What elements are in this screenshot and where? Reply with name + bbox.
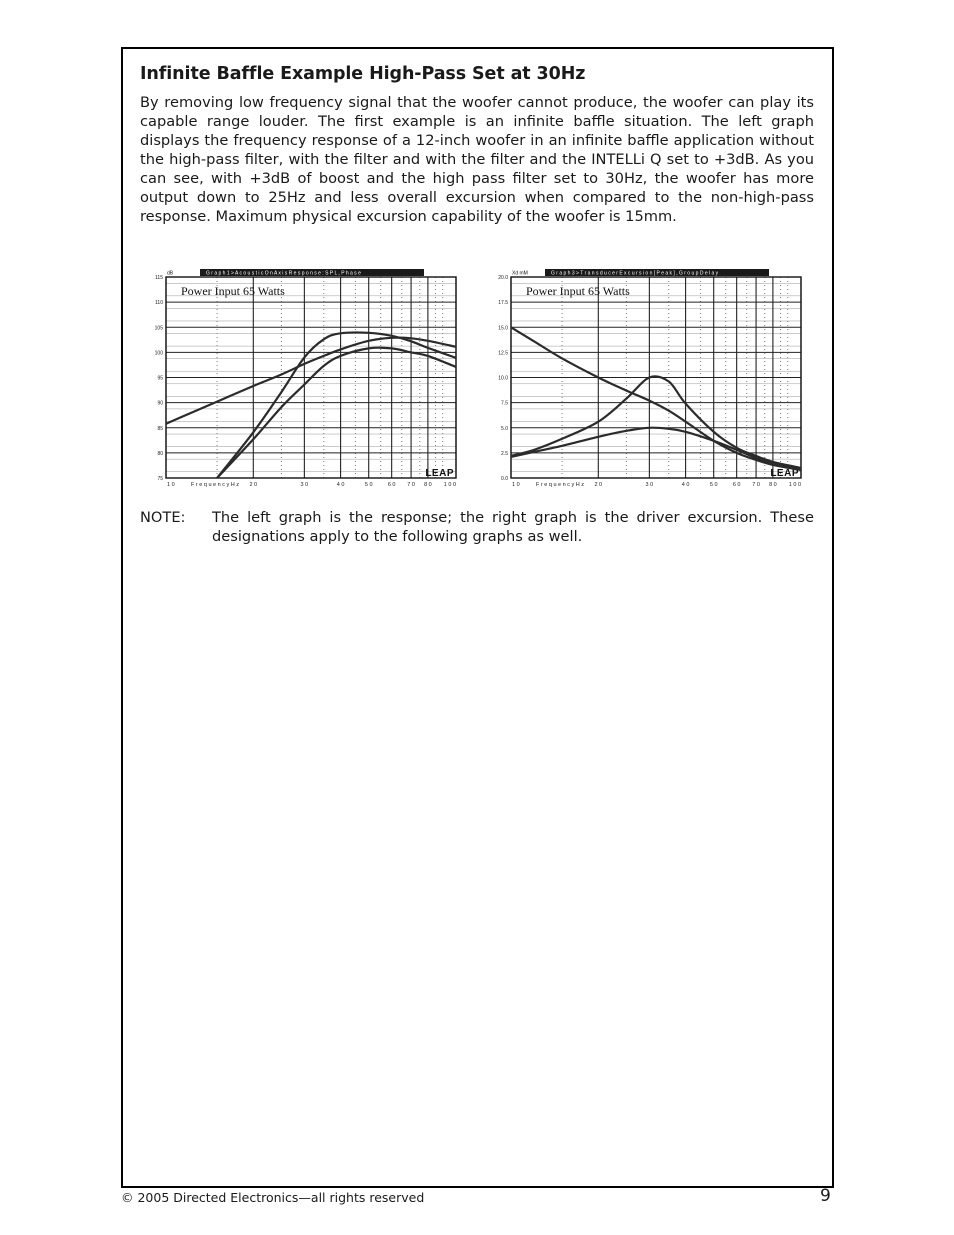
page-title: Infinite Baffle Example High-Pass Set at 30Hz [140,64,586,84]
y-axis-label: dB [167,270,174,277]
excursion-graph [495,266,815,494]
graph-header: G r a p h 3 > T r a n s d u c e r E x c u r s i o n [ P e a k ] , G r o u p D e l a y [551,270,719,277]
x-tick-label: 7 0 [752,482,760,488]
x-tick-label: 6 0 [732,482,741,488]
y-tick-label: 80 [157,450,163,457]
x-tick-label: 1 0 [512,482,520,488]
y-tick-label: 20.0 [498,275,508,281]
y-tick-label: 115 [155,275,163,281]
x-tick-label: 5 0 [709,482,718,488]
y-tick-label: 110 [155,300,163,307]
x-tick-label: 2 0 [594,482,603,488]
y-tick-label: 105 [154,325,163,332]
x-tick-label: 4 0 [336,482,345,488]
x-tick-label: 5 0 [364,482,373,488]
response-graph [150,266,470,494]
y-tick-label: 12.5 [498,350,508,357]
series-line-2 [511,376,801,468]
y-axis-label: Xd mM [512,270,528,277]
x-tick-label: 4 0 [681,482,690,488]
y-tick-label: 75 [157,476,163,482]
x-tick-label: 1 0 0 [788,482,801,488]
y-tick-label: 85 [157,425,163,432]
y-tick-label: 10.0 [498,375,508,382]
y-tick-label: 17.5 [498,300,508,307]
body-paragraph: By removing low frequency signal that the woofer cannot produce, the woofer can play its capable range louder. The first example is an infinite baffle situation. The left graph displays the frequency response of a 12-inch woofer in an infinite baffle application without the high-pass filter, with the filter and with the filter and the INTELLi Q set to +3dB. As you can see, with +3dB of boost and the high pass filter set to 30Hz, the woofer has more output down to 25Hz and less overall excursion when compared to the non-high-pass response. Maximum physical excursion capability of the woofer is 15mm. [140,94,814,225]
x-tick-label: 1 0 [167,482,175,488]
note-text: The left graph is the response; the right graph is the driver excursion. These designations apply to the following graphs as well. [212,509,814,545]
x-tick-label: 3 0 [300,482,309,488]
y-tick-label: 2.5 [501,450,508,457]
graph-header: G r a p h 1 > A c o u s t i c O n A x i s R e s p o n s e : S P L , P h a s e [206,270,361,277]
x-tick-label: 8 0 [424,482,432,488]
x-tick-label: 6 0 [387,482,396,488]
y-tick-label: 0.0 [501,476,508,482]
leap-logo: LEAP [770,468,799,479]
power-input-annotation: Power Input 65 Watts [526,284,630,298]
x-tick-label: 2 0 [249,482,258,488]
y-tick-label: 5.0 [501,425,508,432]
x-tick-label: 7 0 [407,482,415,488]
page-number: 9 [820,1186,831,1206]
y-tick-label: 95 [157,375,163,382]
y-tick-label: 15.0 [498,325,508,332]
y-tick-label: 90 [157,400,163,407]
power-input-annotation: Power Input 65 Watts [181,284,285,298]
x-axis-label: F r e q u e n c y H z [536,482,585,488]
y-tick-label: 100 [154,350,163,357]
x-tick-label: 1 0 0 [443,482,456,488]
note-label: NOTE: [140,509,186,526]
x-tick-label: 3 0 [645,482,654,488]
x-axis-label: F r e q u e n c y H z [191,482,240,488]
x-tick-label: 8 0 [769,482,777,488]
leap-logo: LEAP [425,468,454,479]
footer-copyright: © 2005 Directed Electronics—all rights reserved [121,1190,425,1205]
excursion-graph-svg [495,266,815,494]
response-graph-svg [150,266,470,494]
y-tick-label: 7.5 [501,400,508,407]
